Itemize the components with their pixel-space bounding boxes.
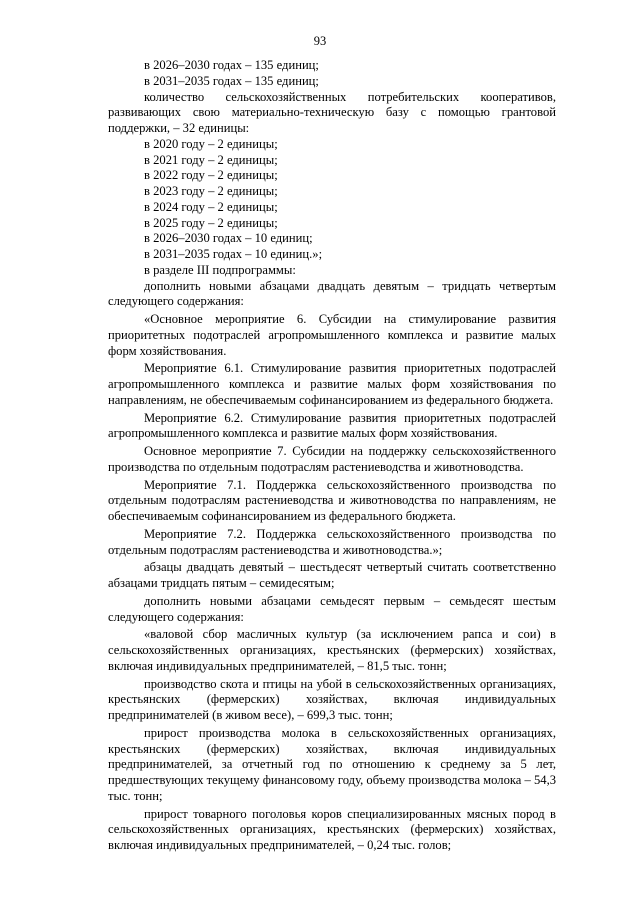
- paragraph: в 2026–2030 годах – 135 единиц;: [144, 58, 319, 72]
- paragraph: производство скота и птицы на убой в сельскохозяйственных организациях, крестьянских (фермерских) хозяйствах, включая индивидуальных предпринимателей (в живом весе), – 699,3 тыс. тонн;: [108, 676, 556, 722]
- paragraph: Мероприятие 6.1. Стимулирование развития приоритетных подотраслей агропромышленного комплекса и развитие малых форм хозяйствования по направлениям, не обеспечиваемым софинансированием из федерального бюджета.: [108, 361, 556, 407]
- document-body: [108, 58, 556, 854]
- paragraph: Мероприятие 7.1. Поддержка сельскохозяйственного производства по отдельным подотраслям растениеводства и животноводства по направлениям, не обеспечиваемым софинансированием из федерального бюджета.: [108, 477, 556, 523]
- paragraph: в 2031–2035 годах – 135 единиц;: [144, 73, 319, 88]
- paragraph: прирост товарного поголовья коров специализированных мясных пород в сельскохозяйственных организациях, крестьянских (фермерских) хозяйствах, включая индивидуальных предпринимателей, – 0,24 тыс. голов;: [108, 806, 556, 852]
- paragraph: Основное мероприятие 7. Субсидии на поддержку сельскохозяйственного производства по отдельным подотраслям растениеводства и животноводства.: [108, 444, 556, 474]
- paragraph: абзацы двадцать девятый – шестьдесят четвертый считать соответственно абзацами тридцать пятым – семидесятым;: [108, 560, 556, 590]
- paragraph: Мероприятие 6.2. Стимулирование развития приоритетных подотраслей агропромышленного комплекса и развитие малых форм хозяйствования.: [108, 410, 556, 441]
- paragraph: «Основное мероприятие 6. Субсидии на стимулирование развития приоритетных подотраслей агропромышленного комплекса и развитие малых форм хозяйствования.: [108, 312, 556, 358]
- page-number: 93: [313, 34, 327, 48]
- paragraph: «валовой сбор масличных культур (за исключением рапса и сои) в сельскохозяйственных организациях, крестьянских (фермерских) хозяйствах, включая индивидуальных предпринимателей, – 81,5 тыс. тонн;: [108, 627, 556, 673]
- paragraph: дополнить новыми абзацами семьдесят первым – семьдесят шестым следующего содержания:: [108, 593, 556, 624]
- paragraph: в 2031–2035 годах – 10 единиц.»;: [144, 247, 323, 261]
- paragraph: Мероприятие 7.2. Поддержка сельскохозяйственного производства по отдельным подотраслям растениеводства и животноводства.»;: [108, 526, 556, 557]
- paragraph: в 2024 году – 2 единицы;: [144, 199, 278, 214]
- paragraph: в 2022 году – 2 единицы;: [144, 168, 278, 183]
- paragraph: в разделе III подпрограммы:: [144, 262, 296, 277]
- paragraph: количество сельскохозяйственных потребительских кооперативов, развивающих свою материально-техническую базу с помощью грантовой поддержки, – 32 единицы:: [108, 89, 556, 135]
- paragraph: в 2026–2030 годах – 10 единиц;: [144, 231, 313, 246]
- paragraph: в 2025 году – 2 единицы;: [144, 215, 278, 230]
- paragraph: в 2021 году – 2 единицы;: [144, 152, 278, 167]
- paragraph: в 2023 году – 2 единицы;: [144, 184, 278, 198]
- paragraph: в 2020 году – 2 единицы;: [144, 136, 278, 151]
- paragraph: прирост производства молока в сельскохозяйственных организациях, крестьянских (фермерских) хозяйствах, включая индивидуальных предпринимателей, за отчетный год по отношению к среднему за 5 лет, предшествующих текущему финансовому году, объему производства молока – 54,3 тыс. тонн;: [108, 725, 557, 803]
- paragraph: дополнить новыми абзацами двадцать девятым – тридцать четвертым следующего содержания:: [108, 278, 556, 309]
